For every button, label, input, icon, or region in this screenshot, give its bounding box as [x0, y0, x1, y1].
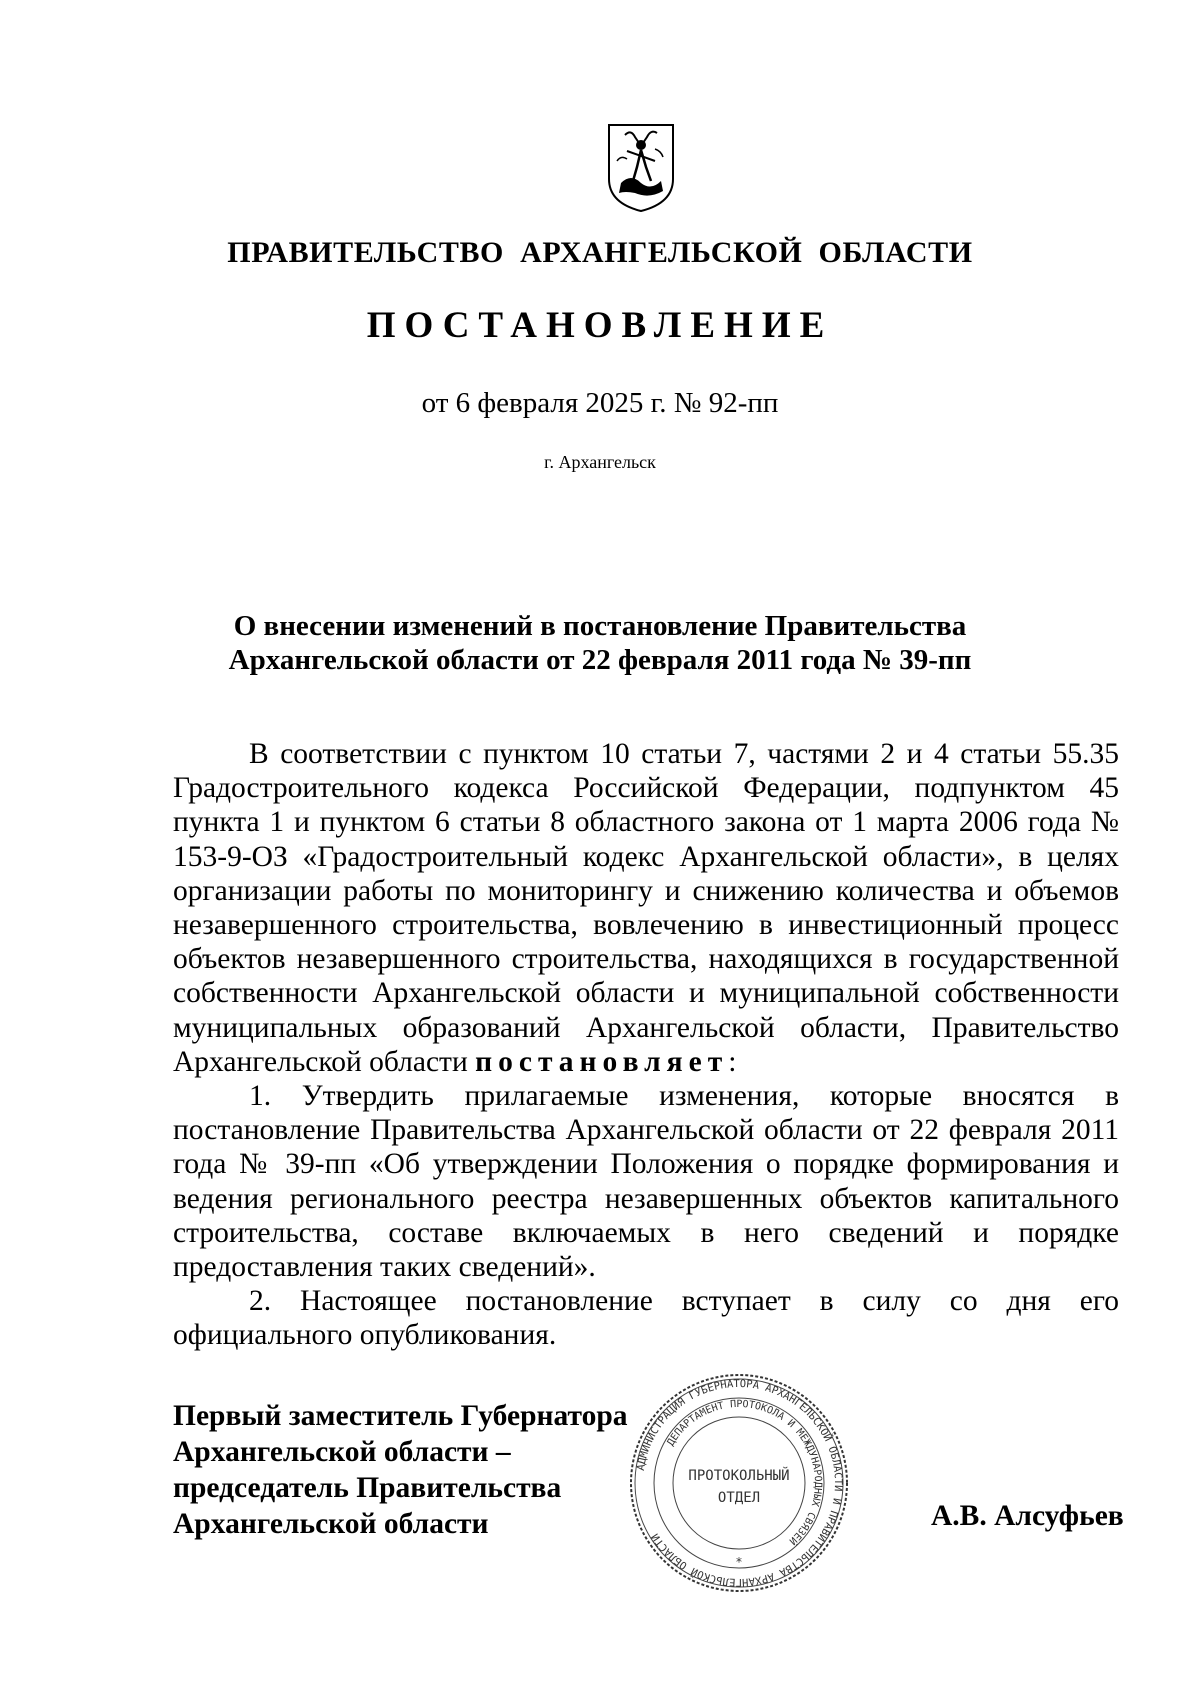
- stamp-center-line2: ОТДЕЛ: [717, 1490, 761, 1506]
- document-date-number: от 6 февраля 2025 г. № 92-пп: [421, 387, 779, 419]
- item-2-paragraph: 2. Настоящее постановление вступает в силу со дня его официального опубликования.: [173, 1285, 1119, 1352]
- signatory-position: [173, 1398, 627, 1542]
- preamble-paragraph: [173, 737, 1119, 1079]
- subject-line: Архангельской области от 22 февраля 2011 года № 39-пп: [228, 644, 972, 676]
- item-1-paragraph: 1. Утвердить прилагаемые изменения, которые вносятся в постановление Правительства Архангельской области от 22 февраля 2011 года № 39-пп «Об утверждении Положения о порядке формирования и ведения регионального реестра незавершенных объектов капитального строительства, составе включаемых в него сведений и порядке предоставления таких сведений».: [173, 1080, 1119, 1284]
- stamp-ring-text: АДМИНИСТРАЦИЯ ГУБЕРНАТОРА АРХАНГЕЛЬСКОЙ ОБЛАСТИ И ПРАВИТЕЛЬСТВА АРХАНГЕЛЬСКОЙ ОБЛАСТИ: [634, 1377, 845, 1589]
- organization-title: ПРАВИТЕЛЬСТВО АРХАНГЕЛЬСКОЙ ОБЛАСТИ: [227, 236, 973, 269]
- coat-of-arms-icon: [605, 121, 677, 213]
- position-line: председатель Правительства: [173, 1472, 562, 1504]
- decree-colon: :: [728, 1045, 737, 1078]
- svg-text:*: *: [736, 1555, 742, 1569]
- position-line: Первый заместитель Губернатора: [173, 1400, 628, 1432]
- document-type: ПОСТАНОВЛЕНИЕ: [366, 305, 834, 346]
- preamble-text: В соответствии с пунктом 10 статьи 7, частями 2 и 4 статьи 55.35 Градостроительного кодекса Российской Федерации, подпунктом 45 пункта 1 и пунктом 6 статьи 8 областного закона от 1 марта 2006 года № 153-9-ОЗ «Градостроительный кодекс Архангельской области», в целях организации работы по мониторингу и снижению количества и объемов незавершенного строительства, вовлечению в инвестиционный процесс объектов незавершенного строительства, находящихся в государственной собственности Архангельской области и муниципальной собственности муниципальных образований Архангельской области, Правительство Архангельской области: [173, 738, 1119, 1078]
- decree-word: постановляет: [475, 1045, 729, 1078]
- subject-line: О внесении изменений в постановление Правительства: [233, 610, 967, 642]
- position-line: Архангельской области –: [173, 1436, 511, 1468]
- position-line: Архангельской области: [173, 1508, 489, 1540]
- document-body: [173, 737, 1119, 1353]
- official-stamp: [628, 1372, 850, 1594]
- document-subject: [200, 609, 1000, 677]
- stamp-inner-ring-text: ДЕПАРТАМЕНТ ПРОТОКОЛА И МЕЖДУНАРОДНЫХ СВЯЗЕЙ: [665, 1398, 824, 1547]
- stamp-center-line1: ПРОТОКОЛЬНЫЙ: [688, 1468, 790, 1484]
- signatory-name: А.В. Алсуфьев: [931, 1500, 1124, 1532]
- document-city: г. Архангельск: [544, 452, 656, 472]
